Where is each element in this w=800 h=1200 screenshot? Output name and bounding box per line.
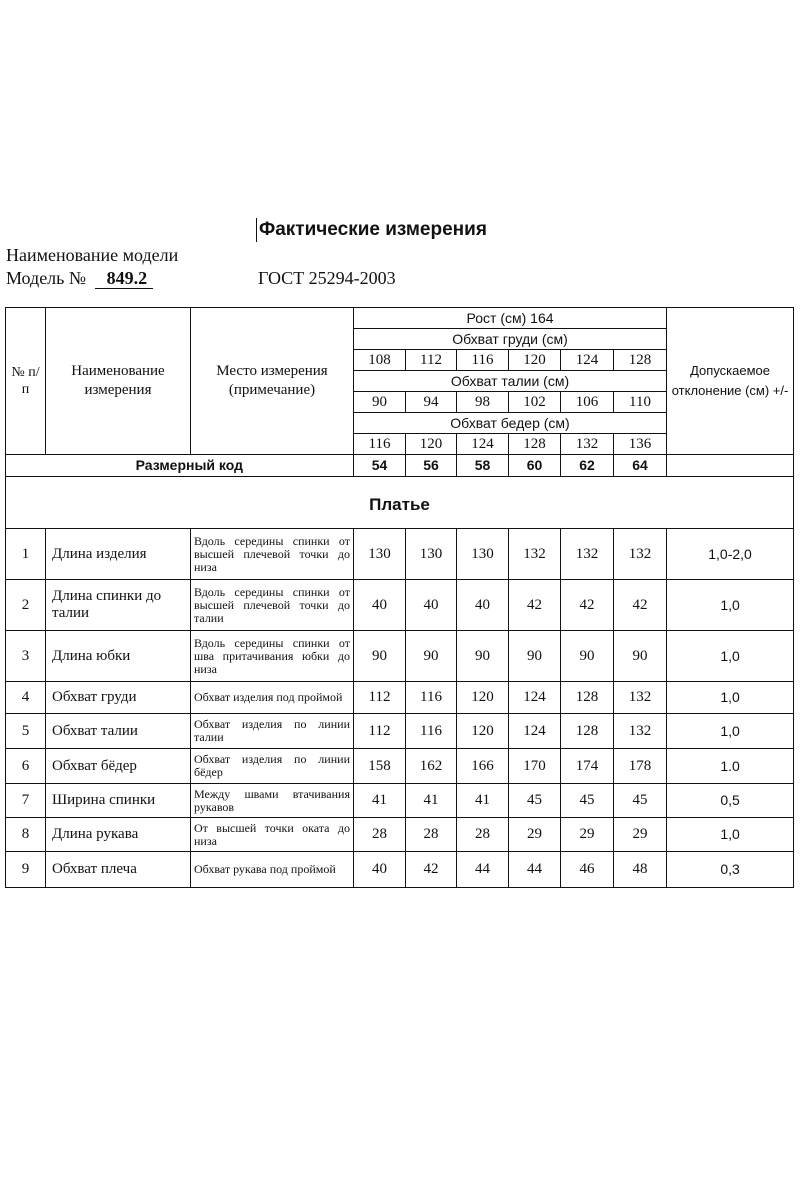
row-value: 40 bbox=[457, 580, 509, 631]
row-measure-name: Обхват плеча bbox=[46, 852, 191, 888]
row-value: 42 bbox=[509, 580, 561, 631]
row-measure-name: Обхват груди bbox=[46, 682, 191, 714]
row-tolerance: 1,0 bbox=[667, 580, 794, 631]
row-tolerance: 1,0 bbox=[667, 714, 794, 749]
row-place: Обхват изделия под проймой bbox=[191, 682, 354, 714]
header-chest-value: 120 bbox=[509, 350, 561, 371]
row-place: Обхват изделия по линии талии bbox=[191, 714, 354, 749]
measurements-table bbox=[5, 307, 794, 888]
row-value: 132 bbox=[614, 682, 667, 714]
row-value: 45 bbox=[509, 784, 561, 818]
row-value: 41 bbox=[406, 784, 457, 818]
row-value: 120 bbox=[457, 714, 509, 749]
header-height: Рост (см) 164 bbox=[354, 308, 667, 329]
header-tolerance: Допускаемое отклонение (см) +/- bbox=[667, 308, 794, 455]
header-chest-value: 128 bbox=[614, 350, 667, 371]
table-row bbox=[6, 529, 794, 580]
row-value: 29 bbox=[509, 818, 561, 852]
row-value: 116 bbox=[406, 682, 457, 714]
row-tolerance: 1,0 bbox=[667, 631, 794, 682]
row-value: 44 bbox=[457, 852, 509, 888]
header-waist-value: 94 bbox=[406, 392, 457, 413]
header-hips-value: 124 bbox=[457, 434, 509, 455]
row-value: 45 bbox=[614, 784, 667, 818]
table-row bbox=[6, 818, 794, 852]
row-value: 44 bbox=[509, 852, 561, 888]
row-place: От высшей точки оката до низа bbox=[191, 818, 354, 852]
model-number: 849.2 bbox=[95, 268, 154, 289]
page-title: Фактические измерения bbox=[256, 218, 487, 242]
row-value: 132 bbox=[561, 529, 614, 580]
size-code-label: Размерный код bbox=[6, 455, 354, 477]
row-value: 48 bbox=[614, 852, 667, 888]
row-value: 29 bbox=[561, 818, 614, 852]
row-value: 45 bbox=[561, 784, 614, 818]
row-value: 174 bbox=[561, 749, 614, 784]
size-code-value: 62 bbox=[561, 455, 614, 477]
table-row bbox=[6, 784, 794, 818]
row-value: 40 bbox=[354, 580, 406, 631]
row-measure-name: Обхват талии bbox=[46, 714, 191, 749]
row-value: 112 bbox=[354, 682, 406, 714]
row-number: 7 bbox=[6, 784, 46, 818]
row-tolerance: 1,0 bbox=[667, 682, 794, 714]
row-value: 178 bbox=[614, 749, 667, 784]
row-number: 6 bbox=[6, 749, 46, 784]
table-row bbox=[6, 714, 794, 749]
header-hips-value: 120 bbox=[406, 434, 457, 455]
row-number: 4 bbox=[6, 682, 46, 714]
row-tolerance: 0,5 bbox=[667, 784, 794, 818]
row-value: 120 bbox=[457, 682, 509, 714]
header-hips-value: 132 bbox=[561, 434, 614, 455]
row-number: 5 bbox=[6, 714, 46, 749]
row-measure-name: Длина рукава bbox=[46, 818, 191, 852]
row-value: 40 bbox=[406, 580, 457, 631]
table-row bbox=[6, 580, 794, 631]
header-chest-value: 116 bbox=[457, 350, 509, 371]
row-tolerance: 1,0-2,0 bbox=[667, 529, 794, 580]
row-tolerance: 1.0 bbox=[667, 749, 794, 784]
header-measure-name: Наименование измерения bbox=[46, 308, 191, 455]
row-value: 90 bbox=[354, 631, 406, 682]
row-value: 124 bbox=[509, 682, 561, 714]
header-waist-label: Обхват талии (см) bbox=[354, 371, 667, 392]
row-value: 158 bbox=[354, 749, 406, 784]
header-no: № п/п bbox=[6, 308, 46, 455]
row-value: 90 bbox=[457, 631, 509, 682]
header-waist-value: 106 bbox=[561, 392, 614, 413]
header-chest-value: 108 bbox=[354, 350, 406, 371]
row-value: 130 bbox=[406, 529, 457, 580]
model-label: Модель № bbox=[6, 268, 87, 288]
row-number: 3 bbox=[6, 631, 46, 682]
row-value: 132 bbox=[614, 529, 667, 580]
header-hips-value: 116 bbox=[354, 434, 406, 455]
row-value: 90 bbox=[406, 631, 457, 682]
header-hips-value: 136 bbox=[614, 434, 667, 455]
row-value: 130 bbox=[457, 529, 509, 580]
row-value: 166 bbox=[457, 749, 509, 784]
row-value: 42 bbox=[614, 580, 667, 631]
header-place: Место измерения (примечание) bbox=[191, 308, 354, 455]
row-measure-name: Обхват бёдер bbox=[46, 749, 191, 784]
size-code-value: 56 bbox=[406, 455, 457, 477]
row-value: 41 bbox=[354, 784, 406, 818]
row-measure-name: Длина изделия bbox=[46, 529, 191, 580]
row-value: 41 bbox=[457, 784, 509, 818]
header-waist-value: 110 bbox=[614, 392, 667, 413]
size-code-value: 64 bbox=[614, 455, 667, 477]
row-value: 42 bbox=[406, 852, 457, 888]
section-title: Платье bbox=[6, 477, 794, 529]
row-place: Вдоль середины спинки от шва притачивания юбки до низа bbox=[191, 631, 354, 682]
header-hips-value: 128 bbox=[509, 434, 561, 455]
row-place: Обхват рукава под проймой bbox=[191, 852, 354, 888]
table-row bbox=[6, 749, 794, 784]
size-code-tolerance-cell bbox=[667, 455, 794, 477]
size-code-value: 54 bbox=[354, 455, 406, 477]
model-name-label: Наименование модели bbox=[6, 245, 179, 265]
row-value: 128 bbox=[561, 682, 614, 714]
table-row bbox=[6, 852, 794, 888]
row-number: 2 bbox=[6, 580, 46, 631]
row-number: 1 bbox=[6, 529, 46, 580]
row-value: 90 bbox=[509, 631, 561, 682]
model-line bbox=[6, 266, 566, 290]
row-value: 130 bbox=[354, 529, 406, 580]
row-value: 116 bbox=[406, 714, 457, 749]
row-value: 28 bbox=[406, 818, 457, 852]
row-place: Вдоль середины спинки от высшей плечевой точки до низа bbox=[191, 529, 354, 580]
row-value: 28 bbox=[457, 818, 509, 852]
row-measure-name: Длина юбки bbox=[46, 631, 191, 682]
row-value: 132 bbox=[614, 714, 667, 749]
header-waist-value: 102 bbox=[509, 392, 561, 413]
row-number: 9 bbox=[6, 852, 46, 888]
row-value: 90 bbox=[561, 631, 614, 682]
row-value: 29 bbox=[614, 818, 667, 852]
row-place: Обхват изделия по линии бёдер bbox=[191, 749, 354, 784]
header-waist-value: 90 bbox=[354, 392, 406, 413]
row-measure-name: Длина спинки до талии bbox=[46, 580, 191, 631]
row-value: 42 bbox=[561, 580, 614, 631]
row-value: 112 bbox=[354, 714, 406, 749]
table-row bbox=[6, 682, 794, 714]
row-value: 170 bbox=[509, 749, 561, 784]
table-row bbox=[6, 631, 794, 682]
row-place: Между швами втачивания рукавов bbox=[191, 784, 354, 818]
row-place: Вдоль середины спинки от высшей плечевой точки до талии bbox=[191, 580, 354, 631]
row-value: 90 bbox=[614, 631, 667, 682]
header-chest-value: 124 bbox=[561, 350, 614, 371]
row-tolerance: 1,0 bbox=[667, 818, 794, 852]
size-code-value: 58 bbox=[457, 455, 509, 477]
header-chest-value: 112 bbox=[406, 350, 457, 371]
gost-label: ГОСТ 25294-2003 bbox=[258, 268, 396, 288]
row-value: 124 bbox=[509, 714, 561, 749]
row-value: 162 bbox=[406, 749, 457, 784]
row-tolerance: 0,3 bbox=[667, 852, 794, 888]
header-chest-label: Обхват груди (см) bbox=[354, 329, 667, 350]
row-measure-name: Ширина спинки bbox=[46, 784, 191, 818]
row-value: 28 bbox=[354, 818, 406, 852]
row-value: 128 bbox=[561, 714, 614, 749]
header-hips-label: Обхват бедер (см) bbox=[354, 413, 667, 434]
row-value: 132 bbox=[509, 529, 561, 580]
row-value: 40 bbox=[354, 852, 406, 888]
size-code-value: 60 bbox=[509, 455, 561, 477]
row-value: 46 bbox=[561, 852, 614, 888]
row-number: 8 bbox=[6, 818, 46, 852]
header-waist-value: 98 bbox=[457, 392, 509, 413]
